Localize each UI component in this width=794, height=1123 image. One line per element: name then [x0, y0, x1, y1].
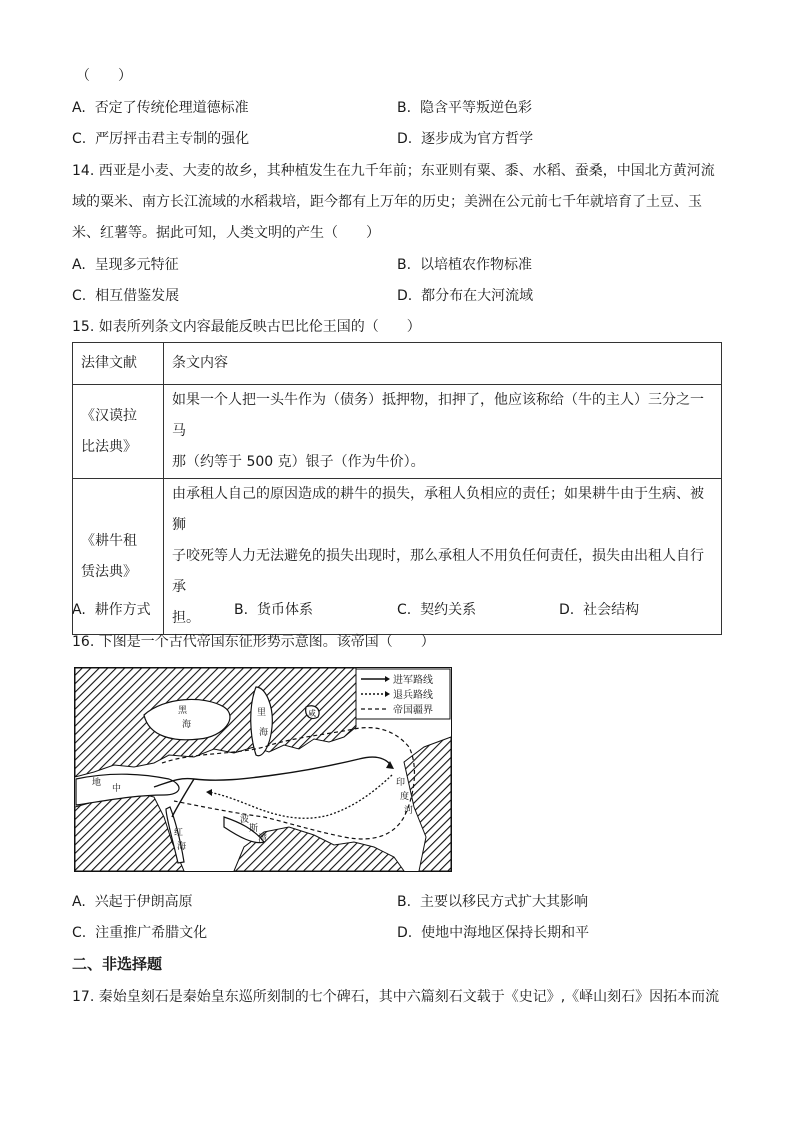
option-text: 都分布在大河流域 [421, 288, 534, 304]
q16-option-c [72, 924, 207, 942]
option-key: B. [397, 100, 412, 116]
map-label-persian-gulf: 斯 [249, 824, 259, 834]
map-label-persian-gulf: 波 [240, 815, 250, 825]
q15-option-c [397, 601, 476, 619]
map-label-mediterranean: 地 [92, 778, 102, 788]
option-text: 呈现多元特征 [94, 257, 179, 273]
q13-option-b [397, 99, 532, 117]
q13-option-d [397, 130, 533, 148]
map-label-black-sea: 海 [182, 720, 192, 730]
option-text: 耕作方式 [94, 602, 151, 618]
doc-line: 赁法典》 [81, 563, 137, 580]
doc-line: 《耕牛租 [81, 532, 137, 549]
map-label-black-sea: 黑 [178, 706, 188, 716]
legend-boundary-label: 帝国疆界 [393, 705, 433, 716]
option-text: 使地中海地区保持长期和平 [421, 925, 590, 941]
q15-option-d [559, 601, 639, 619]
q17-stem-line-1: 17. 秦始皇刻石是秦始皇东巡所刻制的七个碑石，其中六篇刻石文载于《史记》,《峄山刻石》因拓本而流 [72, 989, 720, 1005]
option-text: 主要以移民方式扩大其影响 [419, 894, 588, 910]
q15-option-a [72, 601, 151, 619]
content-line: 由承租人自己的原因造成的耕牛的损失，承租人负相应的责任；如果耕牛由于生病、被狮 [172, 486, 704, 533]
option-text: 契约关系 [420, 602, 477, 618]
content-line: 担。 [172, 610, 200, 626]
legend-retreat-label: 退兵路线 [393, 690, 433, 701]
option-key: D. [397, 288, 413, 304]
option-key: A. [72, 257, 86, 273]
map-label-aral: 咸 [308, 709, 316, 718]
table-header-row [73, 343, 722, 385]
option-key: A. [72, 602, 86, 618]
option-key: B. [234, 602, 249, 618]
q15-stem: 15. 如表所列条文内容最能反映古巴比伦王国的（ ） [72, 319, 421, 335]
option-key: A. [72, 100, 86, 116]
q14-stem-line-1: 14. 西亚是小麦、大麦的故乡，其种植发生在九千年前；东亚则有粟、黍、水稻、蚕桑，中国北方黄河流 [72, 163, 715, 179]
option-text: 注重推广希腊文化 [95, 925, 208, 941]
option-key: B. [397, 894, 412, 910]
q14-stem-line-2: 域的粟米、南方长江流域的水稻栽培，距今都有上万年的历史；美洲在公元前七千年就培育了土豆、玉 [72, 194, 702, 210]
doc-line: 比法典》 [81, 438, 137, 455]
option-key: D. [397, 925, 413, 941]
map-label-red-sea: 海 [177, 842, 187, 852]
doc-line: 《汉谟拉 [81, 407, 137, 424]
option-key: C. [397, 602, 412, 618]
option-key: C. [72, 288, 87, 304]
q16-option-b [397, 893, 588, 911]
map-label-caspian: 海 [259, 728, 269, 738]
empire-campaign-map [74, 667, 452, 872]
header-content: 条文内容 [164, 343, 722, 385]
option-key: C. [72, 925, 87, 941]
content-line: 那（约等于 500 克）银子（作为牛价）。 [172, 454, 425, 470]
q16-option-d [397, 924, 589, 942]
law-table [72, 342, 722, 635]
content-line: 子咬死等人力无法避免的损失出现时，那么承租人不用负任何责任，损失由出租人自行承 [172, 548, 704, 595]
header-document: 法律文献 [73, 343, 164, 385]
q14-stem-line-3: 米、红薯等。据此可知，人类文明的产生（ ） [72, 225, 380, 241]
option-text: 以培植农作物标准 [419, 257, 532, 273]
q13-option-c [72, 130, 249, 148]
option-text: 隐含平等叛逆色彩 [419, 100, 532, 116]
option-key: C. [72, 131, 87, 147]
row-content [164, 385, 722, 479]
map-label-persian-gulf: 湾 [258, 834, 268, 844]
legend-advance-label: 进军路线 [393, 675, 433, 686]
map-label-river: 河 [404, 806, 414, 816]
q16-stem: 16. 下图是一个古代帝国东征形势示意图。该帝国（ ） [72, 634, 435, 650]
option-text: 兴起于伊朗高原 [94, 894, 193, 910]
option-text: 严厉抨击君主专制的强化 [95, 131, 250, 147]
row-document [73, 385, 164, 479]
option-key: A. [72, 894, 86, 910]
option-text: 否定了传统伦理道德标准 [94, 100, 249, 116]
q16-option-a [72, 893, 193, 911]
section-heading: 二、非选择题 [72, 955, 163, 973]
option-key: D. [397, 131, 413, 147]
q13-option-a [72, 99, 249, 117]
option-text: 逐步成为官方哲学 [421, 131, 534, 147]
option-key: D. [559, 602, 575, 618]
option-text: 相互借鉴发展 [95, 288, 180, 304]
option-text: 货币体系 [256, 602, 313, 618]
map-label-mediterranean: 中 [112, 784, 122, 794]
content-line: 如果一个人把一头牛作为（债务）抵押物，扣押了，他应该称给（牛的主人）三分之一马 [172, 392, 704, 439]
q14-option-d [397, 287, 533, 305]
table-row [73, 385, 722, 479]
q13-answer-bracket: （ ） [76, 68, 132, 84]
q15-option-b [234, 601, 313, 619]
map-label-caspian: 里 [257, 708, 267, 718]
option-key: B. [397, 257, 412, 273]
map-label-red-sea: 红 [174, 828, 184, 838]
map-label-river: 印 [396, 778, 406, 788]
option-text: 社会结构 [583, 602, 640, 618]
q14-option-b [397, 256, 532, 274]
q14-option-a [72, 256, 179, 274]
map-label-river: 度 [400, 792, 410, 802]
q14-option-c [72, 287, 179, 305]
